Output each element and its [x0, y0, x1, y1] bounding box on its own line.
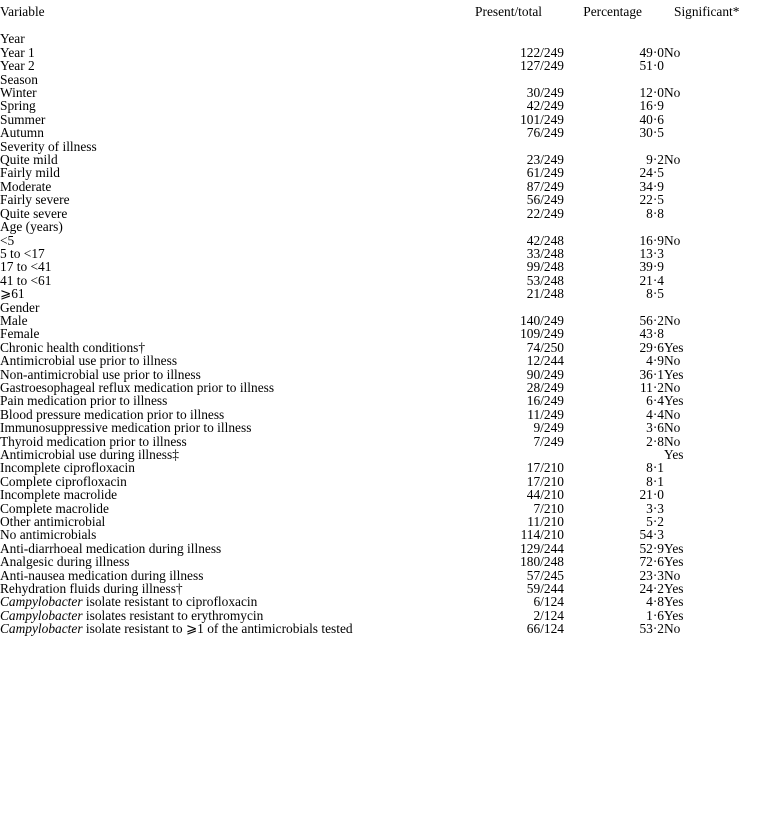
cell-present-total: 140/249	[520, 312, 564, 328]
cell-significant: Yes	[664, 594, 684, 610]
table-row	[0, 475, 759, 488]
cell-percentage: 40·6	[639, 111, 664, 127]
cell-significant: No	[664, 312, 681, 328]
cell-percentage: 56·2	[639, 312, 664, 328]
cell-percentage: 49·0	[639, 44, 664, 60]
cell-present-total: 76/249	[526, 125, 564, 141]
cell-significant	[664, 327, 759, 340]
table-row	[0, 180, 759, 193]
cell-percentage: 53·2	[639, 621, 664, 637]
cell-present-total: 90/249	[526, 366, 564, 382]
table-header	[0, 0, 759, 24]
cell-significant: No	[664, 379, 681, 395]
table-row	[0, 220, 759, 233]
table-row	[0, 207, 759, 220]
cell-percentage: 34·9	[639, 178, 664, 194]
table-row	[0, 461, 759, 474]
cell-variable: Anti-diarrhoeal medication during illness	[0, 540, 222, 556]
table-body	[0, 24, 759, 641]
cell-present-total: 74/250	[526, 339, 564, 355]
table-row	[0, 555, 759, 568]
cell-percentage: 3·6	[646, 420, 664, 436]
cell-significant: No	[664, 567, 681, 583]
cell-percentage: 8·8	[646, 205, 664, 221]
cell-variable: No antimicrobials	[0, 527, 97, 543]
cell-variable: 17 to <41	[0, 259, 52, 275]
cell-significant: Yes	[664, 581, 684, 597]
table-row	[0, 193, 759, 206]
table-row	[0, 24, 759, 45]
cell-present-total	[452, 220, 564, 233]
cell-present-total: 66/124	[526, 621, 564, 637]
cell-percentage: 8·1	[646, 473, 664, 489]
cell-percentage: 29·6	[639, 339, 664, 355]
cell-percentage: 16·9	[639, 232, 664, 248]
cell-significant	[664, 193, 759, 206]
cell-variable: Severity of illness	[0, 138, 97, 154]
cell-percentage	[564, 73, 664, 86]
cell-variable: Male	[0, 312, 28, 328]
cell-present-total	[452, 24, 564, 45]
species-name: Campylobacter	[0, 607, 83, 623]
cell-significant	[664, 475, 759, 488]
table-row	[0, 488, 759, 501]
cell-variable: 5 to <17	[0, 245, 45, 261]
cell-present-total: 109/249	[520, 326, 564, 342]
cell-significant: Yes	[664, 540, 684, 556]
cell-variable: Quite mild	[0, 152, 58, 168]
cell-significant	[664, 113, 759, 126]
cell-percentage: 6·4	[646, 393, 664, 409]
cell-variable: Moderate	[0, 178, 52, 194]
cell-present-total: 30/249	[526, 85, 564, 101]
table-row	[0, 140, 759, 153]
cell-significant	[664, 140, 759, 153]
table-row	[0, 368, 759, 381]
cell-percentage	[564, 24, 664, 45]
table-row	[0, 341, 759, 354]
cell-variable: Autumn	[0, 125, 44, 141]
cell-variable: Year 2	[0, 58, 35, 74]
cell-present-total	[452, 301, 564, 314]
cell-significant: No	[664, 353, 681, 369]
cell-variable: Fairly mild	[0, 165, 60, 181]
cell-present-total: 129/244	[520, 540, 564, 556]
table-row	[0, 46, 759, 59]
table-row	[0, 73, 759, 86]
cell-significant: Yes	[664, 393, 684, 409]
table-row	[0, 394, 759, 407]
cell-significant	[664, 59, 759, 72]
cell-variable: Antimicrobial use prior to illness	[0, 353, 178, 369]
cell-present-total: 9/249	[533, 420, 564, 436]
column-header-variable: Variable	[0, 4, 45, 19]
cell-percentage: 8·5	[646, 286, 664, 302]
cell-variable: Gender	[0, 299, 40, 315]
cell-significant: Yes	[664, 447, 684, 462]
cell-present-total: 99/248	[526, 259, 564, 275]
cell-significant	[664, 260, 759, 273]
table-row	[0, 381, 759, 394]
cell-variable: Immunosuppressive medication prior to illness	[0, 420, 252, 436]
cell-variable: Other antimicrobial	[0, 514, 106, 530]
cell-present-total: 12/244	[526, 353, 564, 369]
cell-percentage: 72·6	[639, 554, 664, 570]
table-row	[0, 408, 759, 421]
cell-percentage	[564, 301, 664, 314]
cell-present-total: 127/249	[520, 58, 564, 74]
species-name: Campylobacter	[0, 621, 83, 637]
table-row	[0, 59, 759, 72]
table-row	[0, 247, 759, 260]
table-row	[0, 113, 759, 126]
cell-percentage: 51·0	[639, 58, 664, 74]
cell-percentage: 43·8	[639, 326, 664, 342]
cell-present-total: 2/124	[533, 607, 564, 623]
table-row	[0, 166, 759, 179]
table-row	[0, 354, 759, 367]
cell-present-total: 33/248	[526, 245, 564, 261]
table-row	[0, 421, 759, 434]
cell-significant	[664, 287, 759, 300]
cell-significant	[664, 301, 759, 314]
cell-percentage: 4·4	[646, 406, 664, 422]
cell-significant: Yes	[664, 339, 684, 355]
table-row	[0, 435, 759, 448]
cell-present-total: 114/210	[520, 527, 564, 543]
cell-present-total: 7/210	[533, 500, 564, 516]
cell-significant: Yes	[664, 554, 684, 570]
cell-variable: Blood pressure medication prior to illness	[0, 406, 225, 422]
cell-present-total: 44/210	[526, 487, 564, 503]
cell-variable: Winter	[0, 85, 37, 101]
column-header-significant: Significant*	[674, 4, 740, 19]
column-header-present-total: Present/total	[475, 4, 542, 19]
cell-variable: Complete ciprofloxacin	[0, 473, 127, 489]
table-row	[0, 287, 759, 300]
table-row	[0, 582, 759, 595]
cell-present-total: 180/248	[520, 554, 564, 570]
cell-significant	[664, 99, 759, 112]
cell-present-total: 56/249	[526, 192, 564, 208]
cell-present-total: 101/249	[520, 111, 564, 127]
table-row	[0, 569, 759, 582]
cell-present-total: 53/248	[526, 272, 564, 288]
cell-variable: 41 to <61	[0, 272, 52, 288]
cell-percentage	[564, 220, 664, 233]
cell-significant: Yes	[664, 607, 684, 623]
cell-significant: No	[664, 433, 681, 449]
cell-significant	[664, 461, 759, 474]
cell-present-total: 16/249	[526, 393, 564, 409]
table-row	[0, 542, 759, 555]
cell-percentage: 13·3	[639, 245, 664, 261]
cell-significant: No	[664, 85, 681, 101]
cell-present-total	[452, 448, 564, 461]
cell-present-total	[452, 73, 564, 86]
cell-percentage: 2·8	[646, 433, 664, 449]
cell-percentage: 11·2	[639, 379, 664, 395]
cell-significant	[664, 166, 759, 179]
cell-present-total: 21/248	[526, 286, 564, 302]
table-row	[0, 314, 759, 327]
cell-significant	[664, 488, 759, 501]
cell-present-total: 17/210	[526, 460, 564, 476]
cell-percentage: 12·0	[639, 85, 664, 101]
cell-variable: Campylobacter isolate resistant to ciprofloxacin	[0, 594, 258, 610]
cell-variable: Complete macrolide	[0, 500, 109, 516]
column-header-percentage: Percentage	[583, 4, 642, 19]
table-row	[0, 622, 759, 641]
cell-present-total: 23/249	[526, 152, 564, 168]
cell-significant	[664, 220, 759, 233]
cell-significant	[664, 207, 759, 220]
cell-percentage: 16·9	[639, 98, 664, 114]
cell-variable: Anti-nausea medication during illness	[0, 567, 204, 583]
cell-significant	[664, 126, 759, 139]
cell-significant: No	[664, 621, 681, 637]
cell-percentage: 36·1	[639, 366, 664, 382]
table-row	[0, 595, 759, 608]
cell-present-total: 42/249	[526, 98, 564, 114]
table-row	[0, 502, 759, 515]
cell-percentage: 3·3	[646, 500, 664, 516]
cell-present-total	[452, 140, 564, 153]
cell-significant	[664, 24, 759, 45]
cell-percentage: 21·0	[639, 487, 664, 503]
table-row	[0, 448, 759, 461]
cell-percentage: 24·5	[639, 165, 664, 181]
cell-variable: Rehydration fluids during illness†	[0, 581, 183, 597]
cell-significant: No	[664, 44, 681, 60]
cell-variable: Chronic health conditions†	[0, 339, 146, 355]
cell-variable: Female	[0, 326, 40, 342]
cell-percentage: 23·3	[639, 567, 664, 583]
cell-significant: Yes	[664, 366, 684, 382]
cell-significant	[664, 274, 759, 287]
cell-present-total: 87/249	[526, 178, 564, 194]
cell-present-total: 59/244	[526, 581, 564, 597]
cell-present-total: 61/249	[526, 165, 564, 181]
cell-variable: Campylobacter isolate resistant to ⩾1 of the antimicrobials tested	[0, 621, 353, 637]
cell-present-total: 17/210	[526, 473, 564, 489]
table-row	[0, 126, 759, 139]
cell-percentage: 4·8	[646, 594, 664, 610]
cell-percentage: 54·3	[639, 527, 664, 543]
table-row	[0, 99, 759, 112]
table-row	[0, 274, 759, 287]
table-row	[0, 327, 759, 340]
cell-significant: No	[664, 420, 681, 436]
cell-variable: Summer	[0, 111, 46, 127]
cell-percentage: 30·5	[639, 125, 664, 141]
cell-significant	[664, 502, 759, 515]
cell-percentage: 9·2	[646, 152, 664, 168]
cell-variable: Season	[0, 71, 38, 87]
cell-significant: No	[664, 406, 681, 422]
cell-variable: Pain medication prior to illness	[0, 393, 168, 409]
cell-significant	[664, 247, 759, 260]
table-row	[0, 234, 759, 247]
cell-percentage: 22·5	[639, 192, 664, 208]
table-row	[0, 515, 759, 528]
cell-variable: Fairly severe	[0, 192, 70, 208]
cell-present-total: 22/249	[526, 205, 564, 221]
cell-percentage: 21·4	[639, 272, 664, 288]
cell-variable: Year 1	[0, 44, 35, 60]
table-row	[0, 153, 759, 166]
cell-present-total: 122/249	[520, 44, 564, 60]
cell-present-total: 57/245	[526, 567, 564, 583]
table-row	[0, 86, 759, 99]
cell-present-total: 6/124	[533, 594, 564, 610]
cell-variable: ⩾61	[0, 286, 25, 302]
cell-variable: <5	[0, 232, 15, 248]
cell-present-total: 11/249	[527, 406, 564, 422]
cell-percentage: 52·9	[639, 540, 664, 556]
cell-percentage: 1·6	[646, 607, 664, 623]
cell-variable: Incomplete macrolide	[0, 487, 118, 503]
cell-present-total: 7/249	[533, 433, 564, 449]
cell-variable: Year	[0, 31, 25, 47]
cell-variable: Non-antimicrobial use prior to illness	[0, 366, 201, 382]
cell-variable: Gastroesophageal reflux medication prior to illness	[0, 379, 275, 395]
cell-significant: No	[664, 152, 681, 168]
cell-variable: Incomplete ciprofloxacin	[0, 460, 135, 476]
cell-significant	[664, 180, 759, 193]
cell-variable: Quite severe	[0, 205, 68, 221]
cell-present-total: 11/210	[527, 514, 564, 530]
cell-percentage: 39·9	[639, 259, 664, 275]
table-row	[0, 528, 759, 541]
cell-significant	[664, 528, 759, 541]
table-row	[0, 301, 759, 314]
cell-percentage: 5·2	[646, 514, 664, 530]
cell-variable: Age (years)	[0, 219, 63, 235]
cell-variable: Spring	[0, 98, 36, 114]
table-row	[0, 609, 759, 622]
cell-significant: No	[664, 232, 681, 248]
cell-percentage: 4·9	[646, 353, 664, 369]
cell-significant	[664, 515, 759, 528]
cell-present-total: 42/248	[526, 232, 564, 248]
cell-significant	[664, 73, 759, 86]
cell-percentage	[564, 448, 664, 461]
species-name: Campylobacter	[0, 594, 83, 610]
cell-variable: Antimicrobial use during illness‡	[0, 447, 179, 462]
cell-percentage	[564, 140, 664, 153]
cell-variable: Analgesic during illness	[0, 554, 130, 570]
cell-percentage: 24·2	[639, 581, 664, 597]
cell-present-total: 28/249	[526, 379, 564, 395]
table-row	[0, 260, 759, 273]
cell-percentage: 8·1	[646, 460, 664, 476]
cell-variable: Campylobacter isolates resistant to erythromycin	[0, 607, 264, 623]
cell-variable: Thyroid medication prior to illness	[0, 433, 187, 449]
